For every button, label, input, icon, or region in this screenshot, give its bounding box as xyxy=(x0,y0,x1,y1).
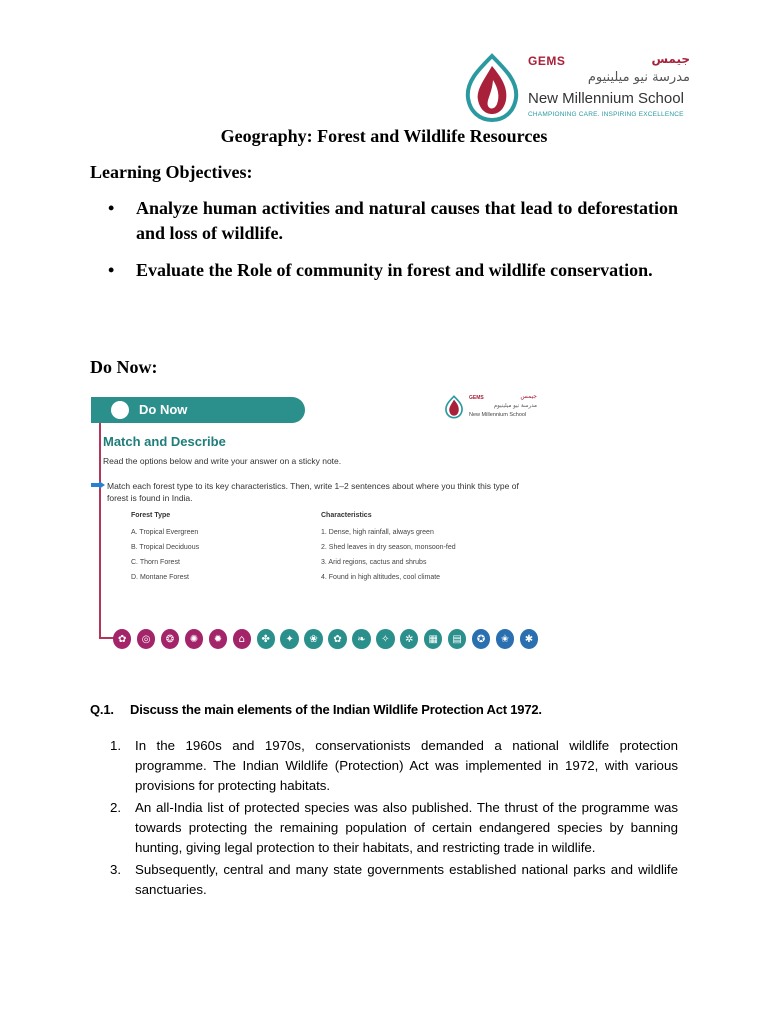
do-now-slide-image xyxy=(91,389,543,655)
slide-question: Match each forest type to its key characteristics. Then, write 1–2 sentences about where you think this type of forest is found in India. xyxy=(107,481,519,503)
topic-icon: ✹ xyxy=(209,629,227,649)
objective-item: • Evaluate the Role of community in forest and wildlife conservation. xyxy=(108,258,678,283)
topic-icon: ▦ xyxy=(424,629,442,649)
characteristic-item: 3. Arid regions, cactus and shrubs xyxy=(321,559,427,566)
topic-icon: ▤ xyxy=(448,629,466,649)
logo-arabic-brand: جيمس xyxy=(651,52,690,66)
topic-icon: ✤ xyxy=(257,629,275,649)
do-now-band xyxy=(91,397,305,423)
forest-option: C. Thorn Forest xyxy=(131,559,180,566)
slide-heading: Match and Describe xyxy=(103,434,226,449)
logo-school-name: New Millennium School xyxy=(528,90,684,107)
slide-logo xyxy=(443,393,539,423)
logo-gems: GEMS xyxy=(528,54,566,68)
slide-logo-arabic-school: مدرسة نيو ميلينيوم xyxy=(493,403,537,409)
topic-icon: ✲ xyxy=(400,629,418,649)
topic-icon: ◎ xyxy=(137,629,155,649)
question-number: Q.1. xyxy=(90,702,114,717)
slide-logo-arabic-brand: جيمس xyxy=(520,393,537,400)
question-1 xyxy=(90,702,542,717)
answer-text: Subsequently, central and many state governments established national parks and wildlife sanctuaries. xyxy=(135,862,678,897)
characteristic-item: 1. Dense, high rainfall, always green xyxy=(321,529,434,536)
answer-item xyxy=(110,736,678,796)
topic-icon: ⌂ xyxy=(233,629,251,649)
topic-icon: ❀ xyxy=(304,629,322,649)
flame-icon xyxy=(443,395,465,419)
forest-type-header: Forest Type xyxy=(131,512,171,519)
topic-icon: ✧ xyxy=(376,629,394,649)
topic-icon: ✪ xyxy=(472,629,490,649)
forest-option: D. Montane Forest xyxy=(131,574,189,581)
forest-option: B. Tropical Deciduous xyxy=(131,544,200,551)
school-logo xyxy=(462,52,694,124)
do-now-heading: Do Now: xyxy=(90,357,158,377)
topic-icon: ✿ xyxy=(328,629,346,649)
objective-item: • Analyze human activities and natural causes that lead to deforestation and loss of wildlife. xyxy=(108,196,678,246)
answer-text: In the 1960s and 1970s, conservationists demanded a national wildlife protection programme. The Indian Wildlife (Protection) Act was implemented in 1972, with various provisions for protecting habitats. xyxy=(135,738,678,793)
slide-left-line xyxy=(99,423,101,639)
topic-icon: ✦ xyxy=(280,629,298,649)
answer-number: 2. xyxy=(110,800,122,815)
slide-icon-row xyxy=(113,629,538,649)
logo-arabic-school: مدرسة نيو ميلينيوم xyxy=(587,70,690,85)
brain-icon xyxy=(111,401,129,419)
topic-icon: ❂ xyxy=(161,629,179,649)
page-title: Geography: Forest and Wildlife Resources xyxy=(220,126,548,146)
slide-logo-school: New Millennium School xyxy=(469,412,527,418)
topic-icon: ❧ xyxy=(352,629,370,649)
do-now-band-label: Do Now xyxy=(139,402,188,417)
logo-tagline: CHAMPIONING CARE. INSPIRING EXCELLENCE xyxy=(528,111,684,118)
answer-number: 3. xyxy=(110,862,122,877)
answer-item xyxy=(110,798,678,858)
answer-item xyxy=(110,860,678,900)
topic-icon: ✺ xyxy=(185,629,203,649)
forest-option: A. Tropical Evergreen xyxy=(131,529,199,536)
characteristic-item: 4. Found in high altitudes, cool climate xyxy=(321,574,441,581)
flame-icon xyxy=(462,52,522,124)
question-text: Discuss the main elements of the Indian Wildlife Protection Act 1972. xyxy=(130,702,542,717)
answer-list xyxy=(110,736,678,902)
characteristic-item: 2. Shed leaves in dry season, monsoon-fed xyxy=(321,544,456,551)
objectives-list xyxy=(108,196,678,295)
characteristics-header: Characteristics xyxy=(321,512,372,519)
arrow-right-icon xyxy=(91,481,105,489)
answer-text: An all-India list of protected species was also published. The thrust of the programme was towards protecting the remaining population of certain endangered species by banning hunting, giving legal protection to their habitats, and restricting trade in wildlife. xyxy=(135,800,678,855)
slide-logo-gems: GEMS xyxy=(469,395,484,401)
learning-objectives-heading: Learning Objectives: xyxy=(90,162,253,182)
topic-icon: ✿ xyxy=(113,629,131,649)
answer-number: 1. xyxy=(110,738,122,753)
slide-instruction: Read the options below and write your answer on a sticky note. xyxy=(103,456,342,466)
topic-icon: ✱ xyxy=(520,629,538,649)
topic-icon: ✬ xyxy=(496,629,514,649)
